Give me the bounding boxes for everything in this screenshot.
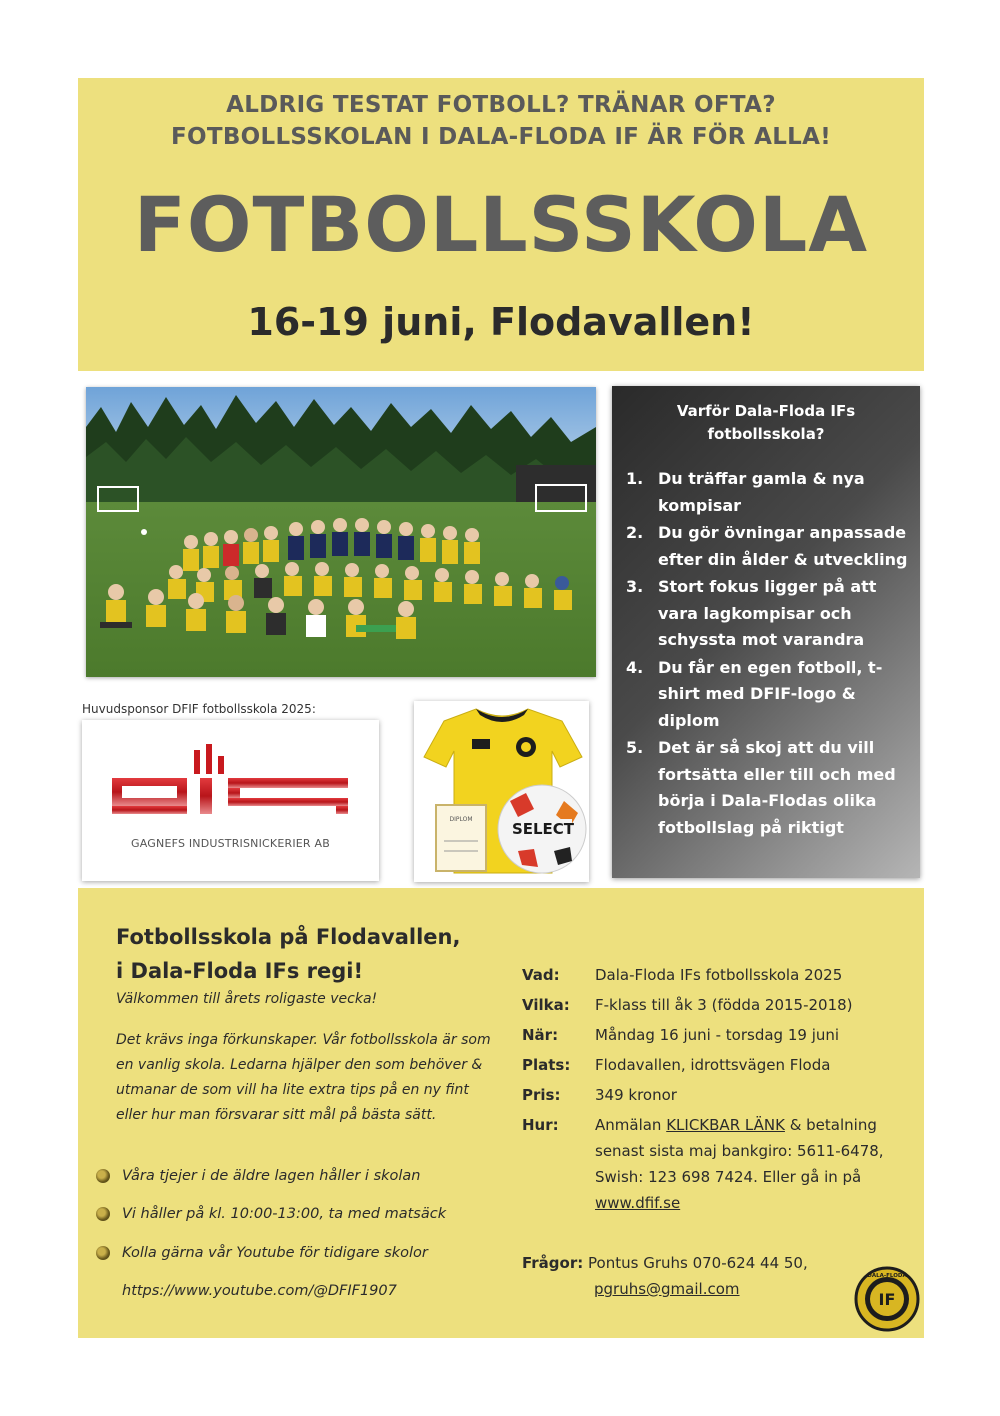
svg-text:IF: IF (878, 1290, 896, 1309)
football-image (498, 785, 586, 873)
youtube-link[interactable]: https://www.youtube.com/@DFIF1907 (122, 1283, 397, 1299)
bullet-icon (96, 1246, 110, 1260)
description-text: Det krävs inga förkunskaper. Vår fotbollsskola är som en vanlig skola. Ledarna hjälper den som behöver & utmanar de som vill ha lite extra tips på en ny fint eller hur man försvarar sitt mål på bästa sätt. (116, 1032, 491, 1123)
info-band (78, 888, 924, 1338)
date-location: 16-19 juni, Flodavallen! (247, 300, 755, 344)
website-link[interactable]: www.dfif.se (595, 1194, 681, 1212)
list-item: 1. Du träffar gamla & nya kompisar (626, 469, 865, 515)
list-item: 3. Stort fokus ligger på att vara lagkompisar och schyssta mot varandra (626, 577, 877, 649)
kit-image-card (414, 701, 589, 882)
team-photo (86, 387, 596, 677)
info-heading: Fotbollsskola på Flodavallen, i Dala-Floda IFs regi! (116, 925, 461, 983)
welcome-text: Välkommen till årets roligaste vecka! (116, 991, 378, 1007)
reasons-panel (612, 386, 920, 878)
bullet-item: Vi håller på kl. 10:00-13:00, ta med matsäck (96, 1206, 446, 1222)
bullet-icon (96, 1207, 110, 1221)
detail-plats: Plats: Flodavallen, idrottsvägen Floda (522, 1056, 831, 1074)
list-item: 4. Du får en egen fotboll, t-shirt med DFIF-logo & diplom (626, 657, 883, 730)
bullet-item: Våra tjejer i de äldre lagen håller i skolan (96, 1168, 421, 1184)
bullet-item: Kolla gärna vår Youtube för tidigare skolor (96, 1245, 428, 1261)
detail-vilka: Vilka: F-klass till åk 3 (födda 2015-2018) (522, 996, 853, 1014)
header-band (78, 78, 924, 371)
email-link[interactable]: pgruhs@gmail.com (594, 1280, 740, 1298)
sponsor-logo-card (82, 720, 379, 881)
detail-nar: När: Måndag 16 juni - torsdag 19 juni (522, 1026, 840, 1044)
detail-vad: Vad: Dala-Floda IFs fotbollsskola 2025 (522, 966, 843, 984)
ball-brand: SELECT (511, 820, 575, 838)
diploma-image (436, 805, 486, 871)
sponsor-label: Huvudsponsor DFIF fotbollsskola 2025: (82, 702, 316, 716)
detail-hur: Hur: Anmälan KLICKBAR LÄNK & betalning senast sista maj bankgiro: 5611-6478, Swish: 123 698 7424. Eller gå in på www.dfif.se (522, 1116, 884, 1212)
reasons-title: Varför Dala-Floda IFs fotbollsskola? (676, 402, 856, 443)
registration-link[interactable]: KLICKBAR LÄNK (666, 1116, 785, 1134)
sponsor-name: GAGNEFS INDUSTRISNICKERIER AB (131, 837, 330, 850)
page-title: FOTBOLLSSKOLA (133, 180, 869, 269)
tagline-2: FOTBOLLSSKOLAN I DALA-FLODA IF ÄR FÖR ALLA! (170, 124, 832, 150)
questions-contact: Frågor: Pontus Gruhs 070-624 44 50, pgruhs@gmail.com (522, 1250, 808, 1302)
svg-text:DALA-FLODA: DALA-FLODA (867, 1273, 907, 1279)
bullet-icon (96, 1169, 110, 1183)
club-badge-icon (854, 1266, 920, 1332)
list-item: 5. Det är så skoj att du vill fortsätta eller till och med börja i Dala-Flodas olika fotbollslag på riktigt (626, 738, 896, 837)
diploma-text: DIPLOM (449, 816, 473, 823)
reasons-list (626, 466, 916, 842)
gis-logo (82, 720, 379, 835)
list-item: 2. Du gör övningar anpassade efter din ålder & utveckling (626, 523, 908, 569)
tagline-1: ALDRIG TESTAT FOTBOLL? TRÄNAR OFTA? (226, 92, 776, 118)
detail-pris: Pris: 349 kronor (522, 1086, 677, 1104)
